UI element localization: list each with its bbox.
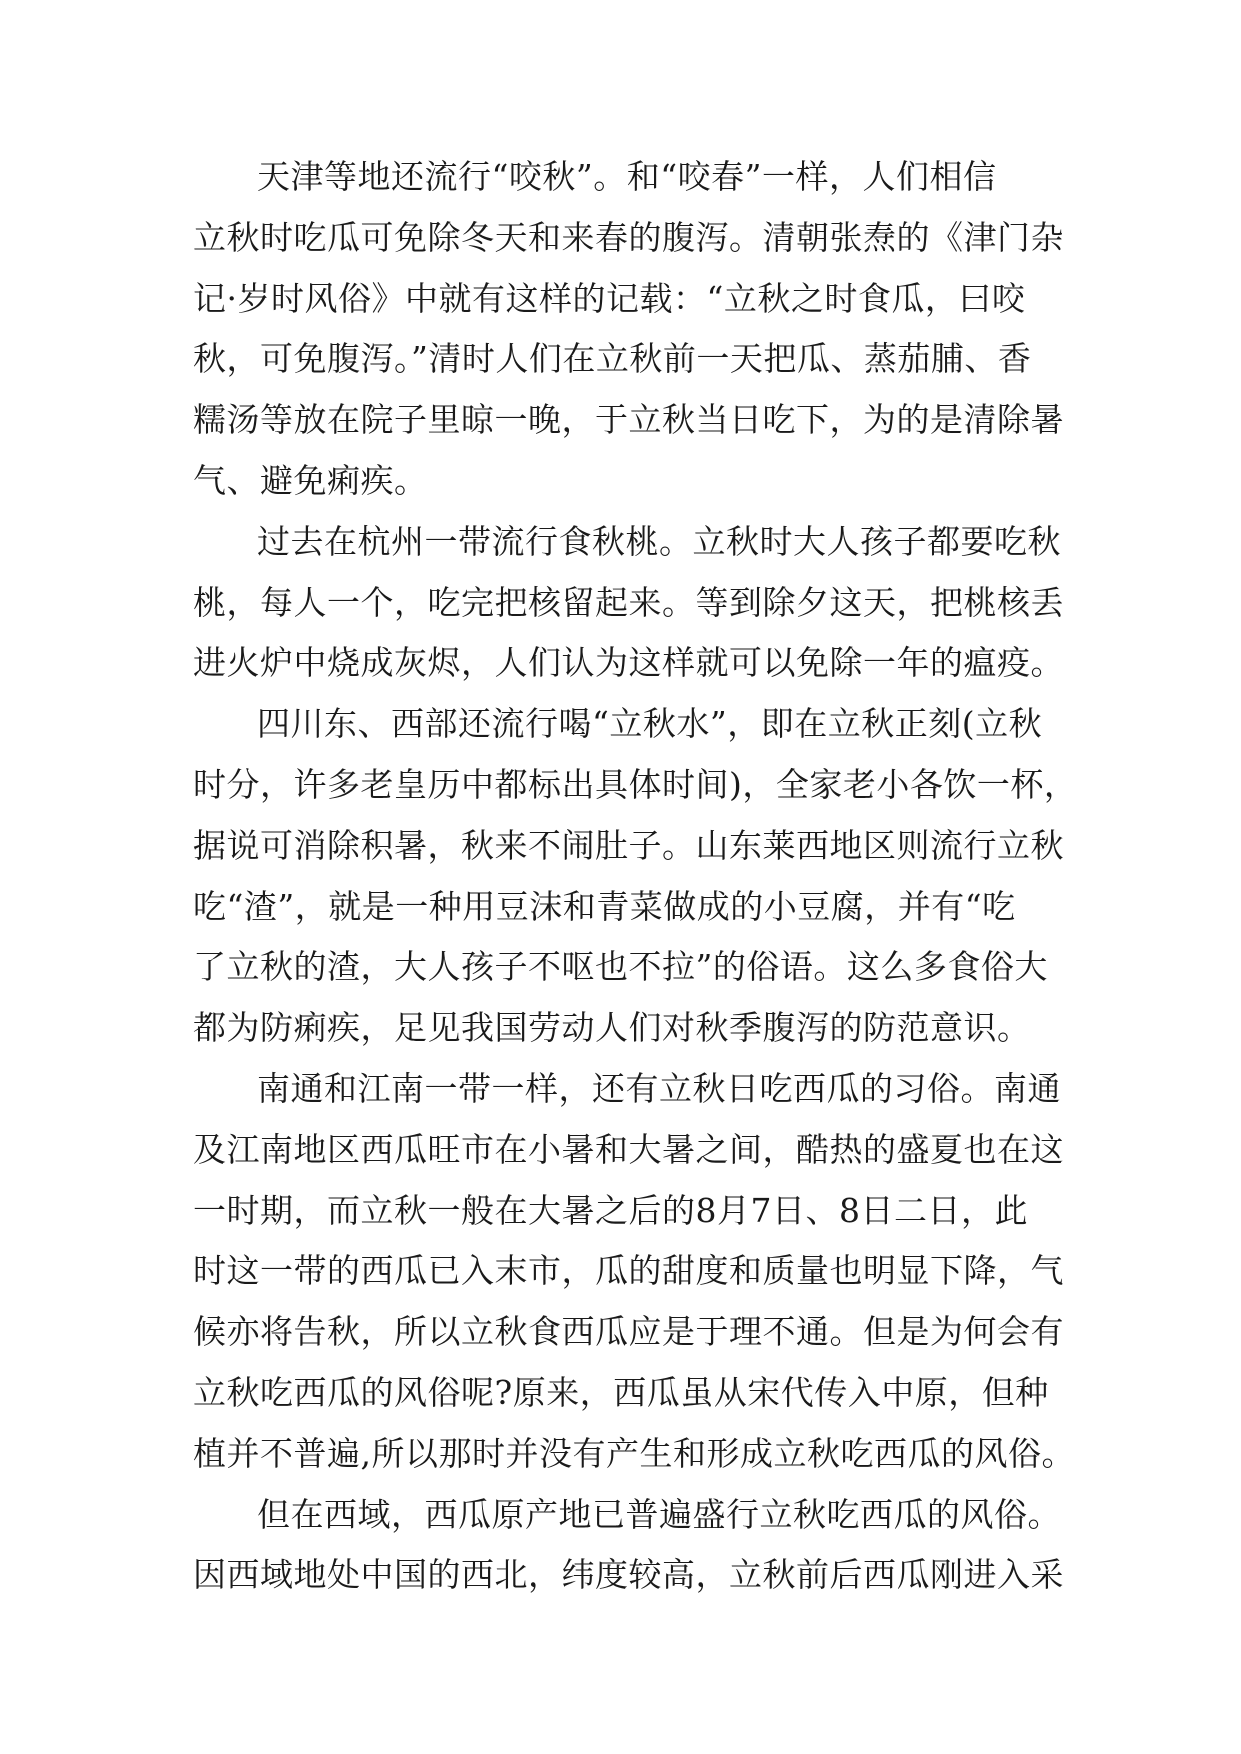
paragraph-li-qiu-shui — [193, 704, 1078, 1069]
text-line: 南通和江南一带一样，还有立秋日吃西瓜的习俗。南通 — [257, 1068, 1061, 1108]
text-line: 吃“渣”，就是一种用豆沫和青菜做成的小豆腐，并有“吃 — [193, 886, 1016, 926]
text-line: 但在西域，西瓜原产地已普遍盛行立秋吃西瓜的风俗。 — [257, 1494, 1061, 1534]
text-line: 天津等地还流行“咬秋”。和“咬春”一样，人们相信 — [257, 157, 997, 196]
text-line: 都为防痢疾，足见我国劳动人们对秋季腹泻的防范意识。 — [193, 1008, 1031, 1048]
text-line: 过去在杭州一带流行食秋桃。立秋时大人孩子都要吃秋 — [257, 521, 1061, 561]
paragraph-xiyu-xigua — [193, 1495, 1073, 1617]
paragraph-nantong-xigua — [193, 1069, 1073, 1495]
paragraph-yao-qiu — [193, 157, 1073, 522]
text-line: 糯汤等放在院子里晾一晚，于立秋当日吃下，为的是清除暑 — [193, 400, 1064, 440]
document-body — [193, 157, 1078, 1616]
text-line: 候亦将告秋，所以立秋食西瓜应是于理不通。但是为何会有 — [193, 1312, 1064, 1352]
text-line: 时分，许多老皇历中都标出具体时间)，全家老小各饮一杯， — [193, 764, 1078, 804]
text-line: 秋，可免腹泻。”清时人们在立秋前一天把瓜、蒸茄脯、香 — [193, 339, 1032, 379]
text-line: 时这一带的西瓜已入末市，瓜的甜度和质量也明显下降，气 — [193, 1251, 1064, 1291]
text-line: 立秋吃西瓜的风俗呢?原来，西瓜虽从宋代传入中原，但种 — [193, 1372, 1049, 1412]
text-line: 记·岁时风俗》中就有这样的记载：“立秋之时食瓜，曰咬 — [193, 278, 1026, 318]
text-line: 进火炉中烧成灰烬，人们认为这样就可以免除一年的瘟疫。 — [193, 643, 1064, 683]
paragraph-qiu-tao — [193, 522, 1073, 704]
text-line: 了立秋的渣，大人孩子不呕也不拉”的俗语。这么多食俗大 — [193, 947, 1048, 987]
text-line: 一时期，而立秋一般在大暑之后的8月7日、8日二日，此 — [193, 1190, 1028, 1230]
text-line: 因西域地处中国的西北，纬度较高，立秋前后西瓜刚进入采 — [193, 1555, 1064, 1595]
text-line: 四川东、西部还流行喝“立秋水”，即在立秋正刻(立秋 — [257, 704, 1043, 744]
text-line: 及江南地区西瓜旺市在小暑和大暑之间，酷热的盛夏也在这 — [193, 1129, 1064, 1169]
text-line: 桃，每人一个，吃完把核留起来。等到除夕这天，把桃核丢 — [193, 582, 1064, 622]
text-line: 植并不普遍,所以那时并没有产生和形成立秋吃西瓜的风俗。 — [193, 1433, 1075, 1473]
text-line: 立秋时吃瓜可免除冬天和来春的腹泻。清朝张焘的《津门杂 — [193, 217, 1064, 257]
text-line: 气、避免痢疾。 — [193, 460, 428, 500]
text-line: 据说可消除积暑，秋来不闹肚子。山东莱西地区则流行立秋 — [193, 825, 1064, 865]
